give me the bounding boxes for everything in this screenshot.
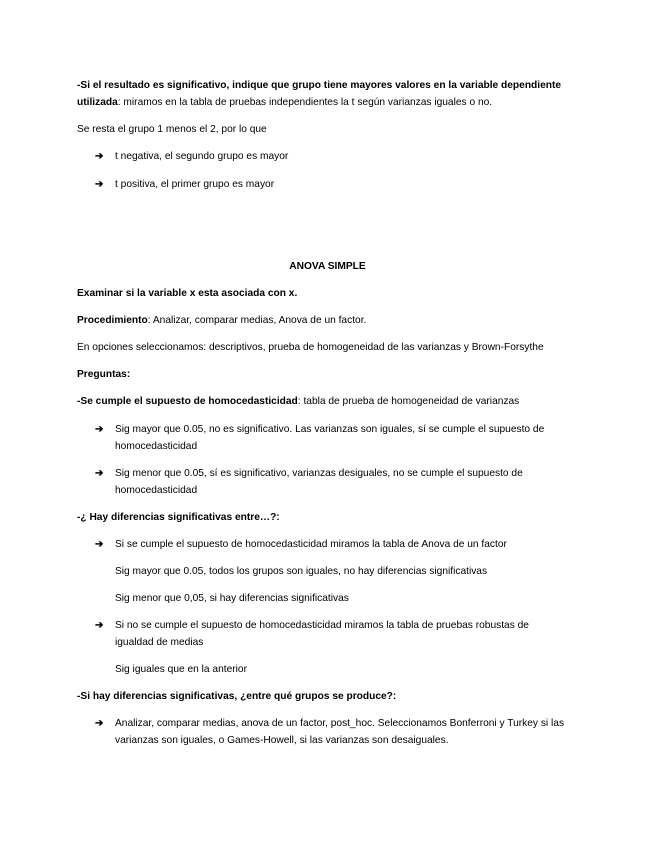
bullet-t-positiva xyxy=(95,176,565,193)
question-rest: : tabla de prueba de homogeneidad de varianzas xyxy=(297,396,520,407)
sub-sig-menor: Sig menor que 0,05, si hay diferencias significativas xyxy=(115,593,349,604)
intro-question-bold: -Si el resultado es significativo, indique que grupo tiene mayores valores en la variable dependiente utilizada xyxy=(77,80,562,108)
sub-sig-iguales: Sig iguales que en la anterior xyxy=(115,664,247,675)
bullet-text: t negativa, el segundo grupo es mayor xyxy=(115,151,289,162)
procedimiento-label: Procedimiento xyxy=(77,315,148,326)
examinar-line: Examinar si la variable x esta asociada con x. xyxy=(77,288,298,299)
question-diferencias: -¿ Hay diferencias significativas entre…?: xyxy=(77,512,280,523)
bullet-text: t positiva, el primer grupo es mayor xyxy=(115,179,275,190)
bullet-text: Si se cumple el supuesto de homocedasticidad miramos la tabla de Anova de un factor xyxy=(115,539,507,550)
bullet-cumple-supuesto xyxy=(95,536,565,553)
section-title: ANOVA SIMPLE xyxy=(289,261,366,272)
arrow-icon: ➔ xyxy=(95,539,104,550)
preguntas-heading: Preguntas: xyxy=(77,369,131,380)
arrow-icon: ➔ xyxy=(95,151,104,162)
intro-question xyxy=(77,77,577,111)
bullet-post-hoc xyxy=(95,715,565,749)
sub-sig-mayor: Sig mayor que 0.05, todos los grupos son iguales, no hay diferencias significativas xyxy=(115,566,488,577)
bullet-t-negativa xyxy=(95,148,565,165)
arrow-icon: ➔ xyxy=(95,718,104,729)
bullet-no-cumple-supuesto xyxy=(95,617,565,651)
bullet-text: Analizar, comparar medias, anova de un factor, post_hoc. Seleccionamos Bonferroni y Turkey si las varianzas son iguales, o Games-Howell, si las varianzas son desaiguales. xyxy=(115,718,565,746)
resta-line: Se resta el grupo 1 menos el 2, por lo que xyxy=(77,124,267,135)
bullet-sig-mayor xyxy=(95,421,565,455)
procedimiento-line xyxy=(77,312,577,329)
arrow-icon: ➔ xyxy=(95,424,104,435)
bullet-text: Sig mayor que 0.05, no es significativo. Las varianzas son iguales, sí se cumple el supuesto de homocedasticidad xyxy=(115,424,545,452)
arrow-icon: ➔ xyxy=(95,179,104,190)
arrow-icon: ➔ xyxy=(95,620,104,631)
bullet-text: Sig menor que 0.05, sí es significativo, varianzas desiguales, no se cumple el supuesto de homocedasticidad xyxy=(115,468,523,496)
question-bold: -Se cumple el supuesto de homocedasticidad xyxy=(77,396,298,407)
question-entre-grupos: -Si hay diferencias significativas, ¿entre qué grupos se produce?: xyxy=(77,691,397,702)
question-homocedasticidad xyxy=(77,393,577,410)
bullet-sig-menor xyxy=(95,465,565,499)
bullet-text: Si no se cumple el supuesto de homocedasticidad miramos la tabla de pruebas robustas de igualdad de medias xyxy=(115,620,529,648)
intro-question-rest: : miramos en la tabla de pruebas independientes la t según varianzas iguales o no. xyxy=(117,97,493,108)
procedimiento-text: : Analizar, comparar medias, Anova de un factor. xyxy=(147,315,367,326)
opciones-line: En opciones seleccionamos: descriptivos, prueba de homogeneidad de las varianzas y Brown-Forsythe xyxy=(77,342,544,353)
arrow-icon: ➔ xyxy=(95,468,104,479)
